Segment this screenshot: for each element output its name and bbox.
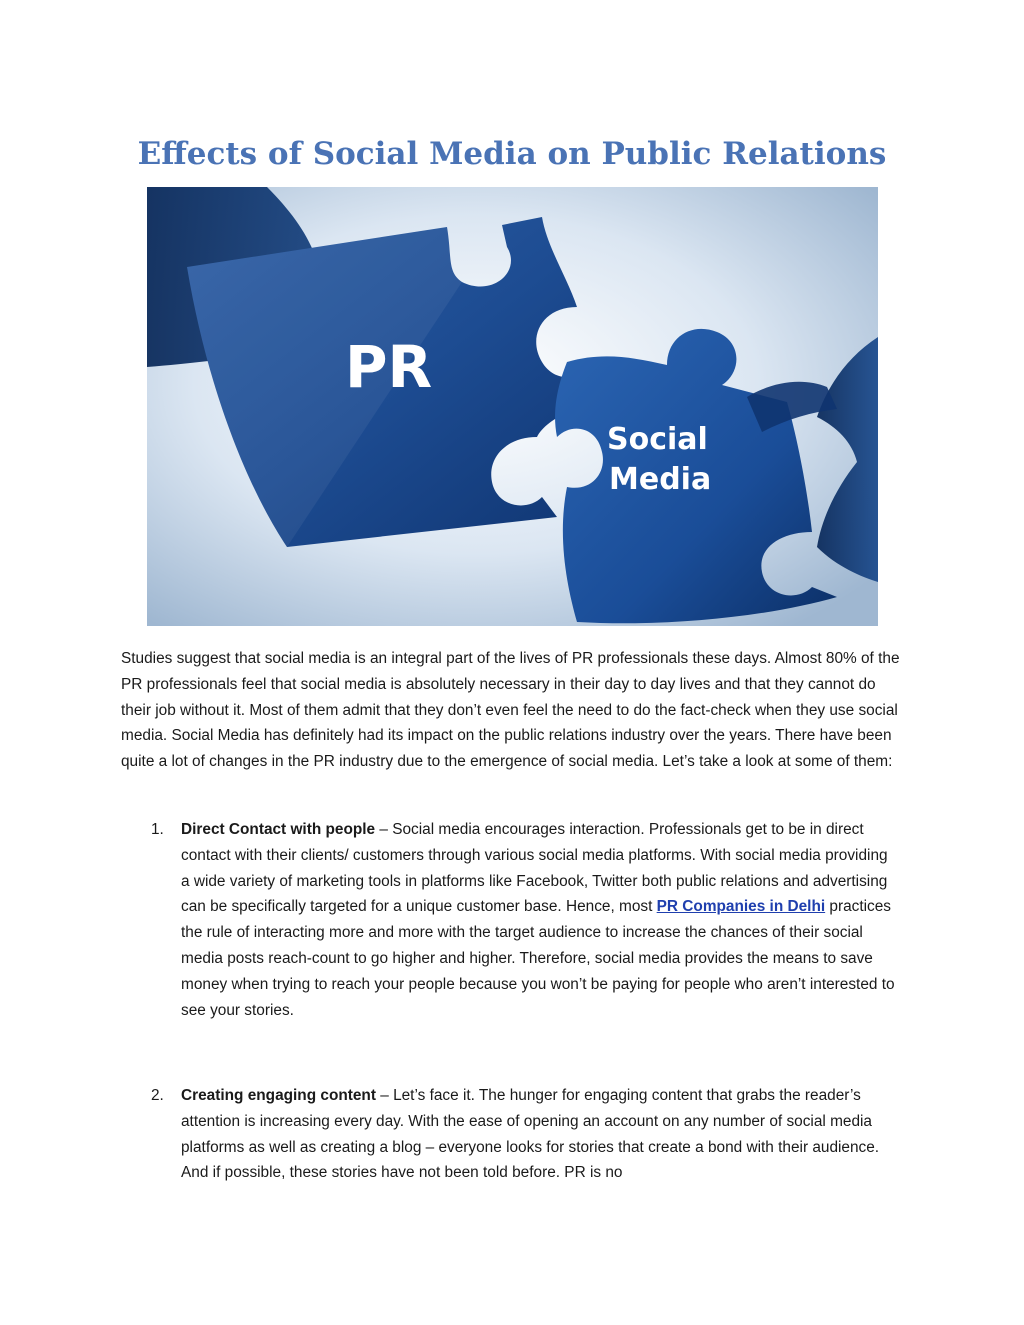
- list-number: 2.: [151, 1087, 164, 1104]
- list-number: 1.: [151, 821, 164, 838]
- list-item-text-continued: practices the rule of interacting more and more with the target audience to increase the chances of their social media posts reach-count to go higher and higher. Therefore, social media provides the means to save money when trying to reach your people because you won’t be paying for people who aren’t interested to see your stories.: [181, 898, 895, 1019]
- page-title: Effects of Social Media on Public Relations: [137, 136, 887, 172]
- list-item-body: [181, 1083, 896, 1186]
- social-label: Social: [607, 422, 708, 457]
- list-item-heading: Creating engaging content: [181, 1087, 376, 1104]
- intro-paragraph: Studies suggest that social media is an integral part of the lives of PR professionals these days. Almost 80% of the PR professionals feel that social media is absolutely necessary in their day to day lives and that they cannot do their job without it. Most of them admit that they don’t even feel the need to do the fact-check when they use social media. Social Media has definitely had its impact on the public relations industry over the years. There have been quite a lot of changes in the PR industry due to the emergence of social media. Let’s take a look at some of them:: [121, 650, 900, 771]
- list-item-heading: Direct Contact with people: [181, 821, 376, 838]
- pr-companies-link[interactable]: PR Companies in Delhi: [656, 898, 826, 916]
- list-item-text: – Social media encourages interaction. Professionals get to be in direct contact with their clients/ customers through various social media platforms. With social media providing a wide variety of marketing tools in platforms like Facebook, Twitter both public relations and advertising can be specifically targeted for a unique customer base. Hence, most: [181, 821, 888, 916]
- hero-image: [147, 187, 878, 626]
- pr-label: PR: [345, 333, 433, 401]
- media-label: Media: [609, 462, 712, 497]
- list-item-text: – Let’s face it. The hunger for engaging content that grabs the reader’s attention is increasing every day. With the ease of opening an account on any number of social media platforms as well as creating a blog – everyone looks for stories that create a bond with their audience. And if possible, these stories have not been told before. PR is no: [181, 1087, 880, 1182]
- list-item-body: [181, 817, 896, 1023]
- puzzle-illustration: [147, 187, 878, 626]
